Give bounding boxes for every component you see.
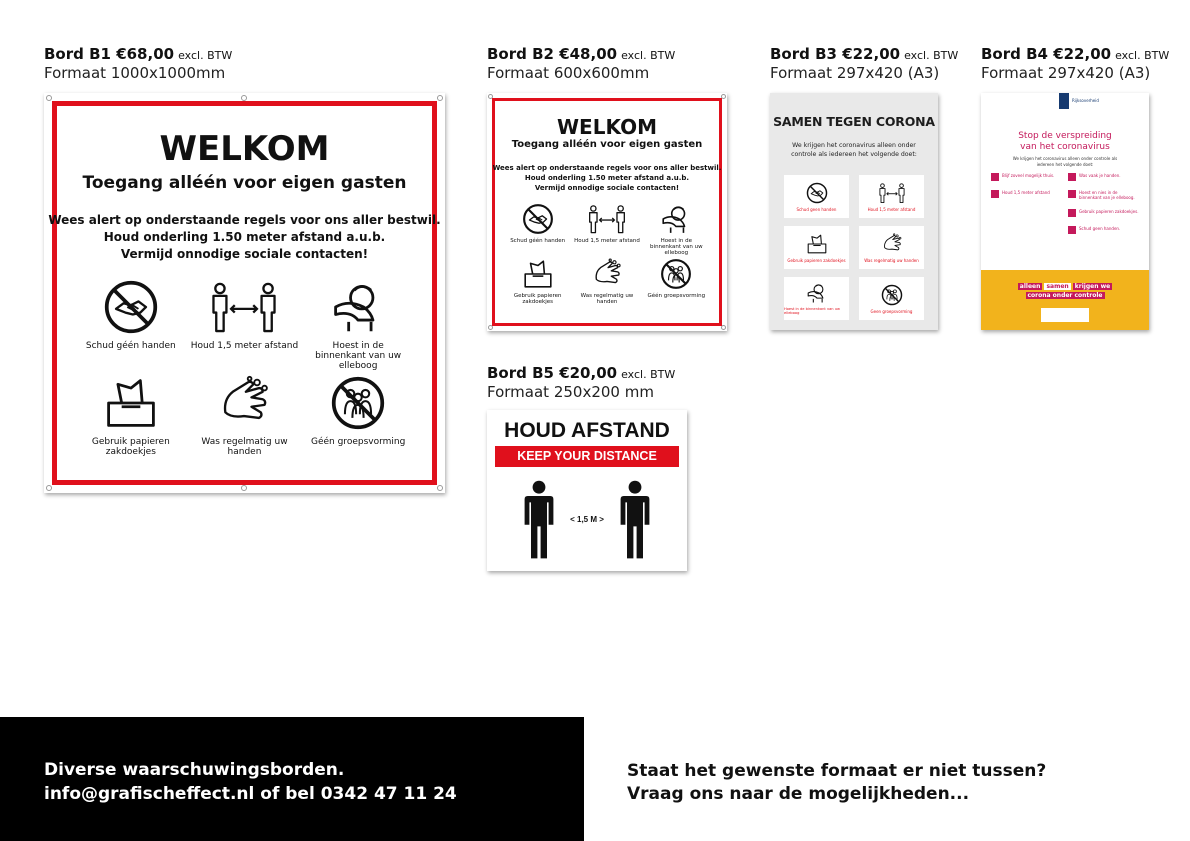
welkom-rules [44,212,445,263]
org-name: Rijksoverheid [1072,98,1099,103]
product-format: Formaat 297x420 (A3) [770,64,940,83]
grommet [46,485,52,491]
tissue-box-icon [1068,209,1076,217]
product-format: Formaat 600x600mm [487,64,650,83]
b3-tile [859,277,924,320]
slogan-word: samen [1046,283,1069,290]
b3-tile-label: Gebruik papieren zakdoekjes [787,257,846,263]
icon-label: Schud géén handen [510,238,566,244]
b3-icon-grid [784,175,924,320]
product-header-b5 [487,363,675,401]
icon-label: Gebruik papieren zakdoekjes [513,293,562,305]
rule-line: Wees alert op onderstaande regels voor ons aller bestwil. [492,164,722,172]
b3-tile [784,226,849,269]
b3-tile [859,226,924,269]
icon-cell [642,258,711,305]
welkom-title: WELKOM [557,115,657,139]
cough-elbow-icon [660,203,692,235]
sign-b4 [981,93,1149,330]
b4-item-text: Houd 1,5 meter afstand [1002,190,1050,195]
product-name: Bord B1 €68,00 [44,45,175,63]
wash-hands-icon [881,233,903,255]
product-format: Formaat 1000x1000mm [44,64,226,83]
sign-b5 [487,410,687,571]
distance-icon [586,203,628,235]
footer-line1: Diverse waarschuwingsborden. [44,760,345,780]
icon-cell [642,203,711,256]
welkom-icon-grid [74,279,415,457]
welkom-subtitle: Toegang alléén voor eigen gasten [511,139,703,150]
b3-tile-label: Geen groepsvorming [870,308,913,314]
product-format: Formaat 297x420 (A3) [981,64,1151,83]
welkom-subtitle: Toegang alléén voor eigen gasten [82,173,407,193]
icon-label: Was regelmatig uw handen [201,437,288,457]
wash-hands-icon [591,258,623,290]
b4-item-text: Blijf zoveel mogelijk thuis. [1002,173,1055,178]
b3-tile-label: Was regelmatig uw handen [864,257,919,263]
b5-title: HOUD AFSTAND [504,419,670,442]
slogan-word: krijgen we [1074,283,1111,290]
b4-item [991,190,1062,200]
b3-tile-label: Hoest in de binnenkant van uw elleboog [784,307,840,315]
b3-tile-label: Schud geen handen [796,206,837,212]
rijksoverheid-logo [1059,93,1069,109]
welkom-icon-grid [503,203,711,305]
home-icon [991,173,999,181]
b4-items [991,173,1139,234]
grommet [437,95,443,101]
excl-btw: excl. BTW [621,49,676,62]
no-handshake-icon [522,203,554,235]
icon-label: Schud géén handen [85,341,176,351]
icon-label: Hoest in de binnenkant van uw elleboog [315,341,402,371]
sign-b2 [487,93,727,331]
b4-item-text: Schud geen handen. [1079,226,1121,231]
rule-line: Vermijd onnodige sociale contacten! [534,184,680,192]
distance-icon [207,279,281,335]
b4-item [991,173,1062,181]
distance-icon [991,190,999,198]
b4-item-text: Gebruik papieren zakdoekjes. [1079,209,1139,214]
icon-cell [74,375,188,457]
icon-cell [503,258,572,305]
b4-title-line: van het coronavirus [1020,142,1110,152]
excl-btw: excl. BTW [904,49,959,62]
icon-cell [74,279,188,365]
product-format: Formaat 250x200 mm [487,383,654,402]
icon-label: Géén groepsvorming [310,437,406,447]
product-name: Bord B3 €22,00 [770,45,901,63]
no-group-icon [881,284,903,306]
b4-info-box [1041,308,1089,322]
no-handshake-icon [1068,226,1076,234]
b4-title-line: Stop de verspreiding [1018,131,1112,141]
b4-item-text: Hoest en nies in de binnenkant van je elleboog. [1079,190,1135,200]
cough-elbow-icon [806,282,828,304]
footer-right-text [627,760,1046,806]
b4-spacer [991,226,1062,234]
excl-btw: excl. BTW [1115,49,1170,62]
excl-btw: excl. BTW [621,368,676,381]
sign-b3 [770,93,938,330]
icon-label: Gebruik papieren zakdoekjes [91,437,170,457]
product-name: Bord B5 €20,00 [487,364,618,382]
icon-label: Hoest in de binnenkant van uw elleboog [650,238,703,256]
no-group-icon [330,375,386,431]
footer-contact: info@grafischeffect.nl of bel 0342 47 11 24 [44,784,457,804]
no-handshake-icon [103,279,159,335]
b3-tile [784,175,849,218]
wash-hands-icon [1068,173,1076,181]
welkom-title: WELKOM [159,129,330,169]
b4-item [1068,190,1139,200]
b4-item [1068,209,1139,217]
icon-label: Houd 1,5 meter afstand [190,341,299,351]
no-group-icon [660,258,692,290]
b3-tile [859,175,924,218]
b4-slogan [981,282,1149,300]
icon-cell [301,279,415,371]
footer-question: Staat het gewenste formaat er niet tussen? [627,761,1047,781]
product-name: Bord B2 €48,00 [487,45,618,63]
icon-cell [503,203,572,252]
b5-subtitle: KEEP YOUR DISTANCE [495,446,679,467]
product-header-b1 [44,44,232,82]
excl-btw: excl. BTW [178,49,233,62]
distance-icon [877,182,907,204]
icon-cell [188,279,302,365]
grommet [241,485,247,491]
cough-elbow-icon [1068,190,1076,198]
icon-label: Géén groepsvorming [647,293,706,299]
b4-title [981,131,1149,153]
b3-intro: We krijgen het coronavirus alleen onder controle als iedereen het volgende doet: [791,142,917,158]
tissue-box-icon [806,233,828,255]
b4-yellow-band [981,270,1149,330]
rule-line: Wees alert op onderstaande regels voor ons aller bestwil. [48,213,441,227]
slogan-word: corona onder controle [1027,292,1103,299]
tissue-box-icon [103,375,159,431]
icon-cell [572,258,641,305]
product-header-b3 [770,44,958,82]
product-header-b2 [487,44,675,82]
product-header-b4 [981,44,1169,82]
b4-item [1068,226,1139,234]
icon-cell [572,203,641,252]
rule-line: Houd onderling 1.50 meter afstand a.u.b. [103,230,386,244]
b4-spacer [991,209,1062,217]
cough-elbow-icon [330,279,386,335]
icon-cell [188,375,302,457]
rule-line: Houd onderling 1.50 meter afstand a.u.b. [524,174,690,182]
b4-intro: We krijgen het coronavirus alleen onder controle als iedereen het volgende doet: [1012,156,1118,167]
icon-label: Houd 1,5 meter afstand [574,238,640,244]
person-icon [617,480,653,560]
b3-tile-label: Houd 1,5 meter afstand [867,206,916,212]
b4-item-text: Was vaak je handen. [1079,173,1121,178]
b3-tile [784,277,849,320]
slogan-word: alleen [1019,283,1041,290]
sign-b1 [44,93,445,493]
person-icon [521,480,557,560]
icon-label: Was regelmatig uw handen [580,293,634,305]
grommet [437,485,443,491]
b3-title: SAMEN TEGEN CORONA [773,114,935,129]
wash-hands-icon [216,375,272,431]
icon-cell [301,375,415,457]
footer-black-panel [0,717,584,841]
tissue-box-icon [522,258,554,290]
no-handshake-icon [806,182,828,204]
b5-distance: < 1,5 M > [570,515,604,524]
rule-line: Vermijd onnodige sociale contacten! [120,247,369,261]
footer-offer: Vraag ons naar de mogelijkheden... [627,783,970,804]
product-name: Bord B4 €22,00 [981,45,1112,63]
b4-item [1068,173,1139,181]
welkom-rules [487,163,727,193]
